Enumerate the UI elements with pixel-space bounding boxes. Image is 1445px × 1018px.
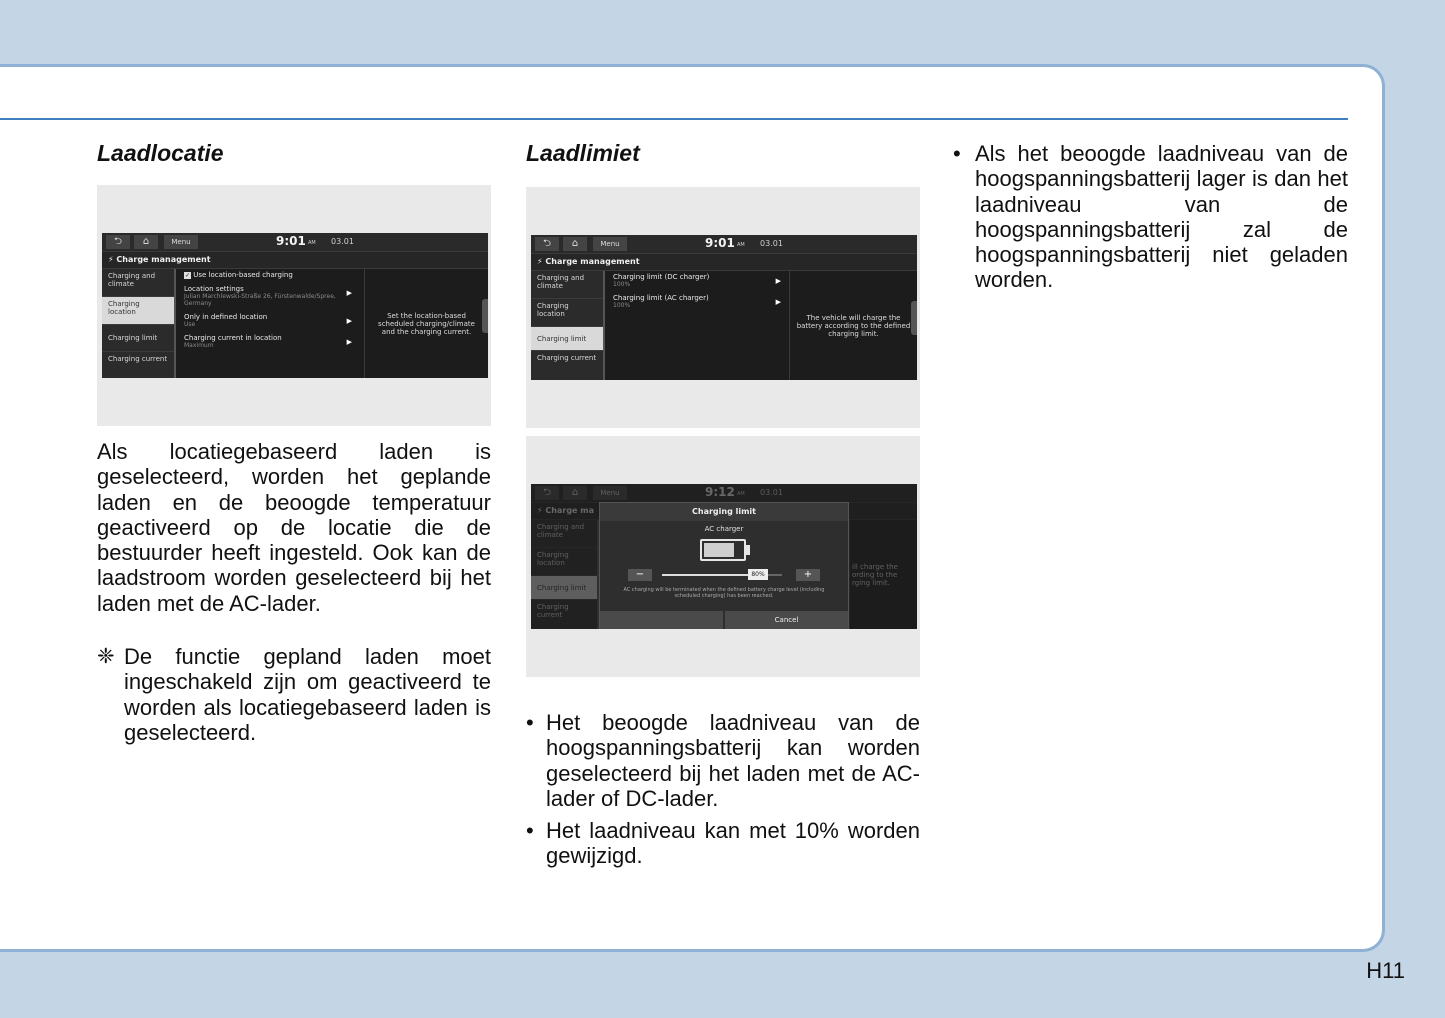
screen-location — [102, 233, 488, 378]
chevron-right-icon: ▶ — [775, 298, 781, 306]
chevron-right-icon: ▶ — [346, 289, 352, 297]
clock-date: 03.01 — [760, 488, 783, 497]
left-menu — [102, 269, 176, 378]
screen-title: ⚡ Charge ma — [531, 503, 917, 520]
battery-tip — [746, 545, 750, 555]
slider-fill — [662, 574, 758, 576]
menu-item-charging-location[interactable]: Charging location — [102, 297, 174, 325]
screen-popup — [531, 484, 917, 629]
menu-item-charging-current[interactable]: Charging current — [108, 355, 168, 363]
screen-title: ⚡ Charge management — [102, 252, 488, 269]
option-sub: Julian Marchlewski-Straße 26, Fürstenwalde/Spree, Germany — [184, 293, 336, 307]
popup-buttons — [600, 611, 848, 629]
screenshot-limit-frame — [526, 187, 920, 428]
option-location-settings[interactable]: Location settings Julian Marchlewski-Straße 26, Fürstenwalde/Spree, Germany ▶ — [184, 285, 352, 307]
options-list — [613, 273, 781, 315]
option-sub: Use — [184, 321, 196, 328]
section-title-laadlocatie: Laadlocatie — [97, 140, 224, 166]
chevron-right-icon: ▶ — [775, 277, 781, 285]
status-bar — [102, 233, 488, 252]
menu-item-charging-climate[interactable]: Charging and climate — [531, 271, 603, 299]
clock-date: 03.01 — [331, 237, 354, 246]
back-icon: ⮌ — [535, 486, 559, 500]
charging-limit-popup — [599, 502, 849, 629]
clock-time: 9:01 — [705, 236, 735, 250]
popup-title: Charging limit — [600, 503, 848, 521]
slider-value[interactable]: 80% — [748, 569, 768, 580]
increase-button[interactable]: + — [796, 569, 820, 581]
home-icon: ⌂ — [563, 486, 587, 500]
menu-item-charging-current[interactable]: Charging current — [537, 354, 597, 362]
bullet-item: • Als het beoogde laadniveau van de hoogspanningsbatterij lager is dan het laadniveau van de hoogspanningsbatterij zal de hoogspanningsbatterij niet geladen worden. — [953, 141, 1348, 293]
top-rule — [0, 118, 1348, 120]
plug-icon: ⚡ — [537, 257, 543, 266]
option-sub: 100% — [613, 281, 631, 288]
bullet-item: • Het beoogde laadniveau van de hoogspanningsbatterij kan worden geselecteerd bij het laden met de AC-lader of DC-lader. — [526, 710, 920, 811]
battery-level — [704, 543, 734, 557]
menu-item-charging-location: Charging location — [531, 548, 597, 576]
side-handle[interactable] — [911, 301, 917, 335]
left-menu — [531, 520, 599, 629]
section-title-laadlimiet: Laadlimiet — [526, 140, 640, 166]
menu-button[interactable]: Menu — [164, 235, 198, 249]
paragraph-laadlocatie: Als locatiegebaseerd laden is geselecteerd, worden het geplande laden en de beoogde temperatuur geactiveerd op de locatie die de bestuurder heeft ingesteld. Ook kan de laadstroom worden geselecteerd bij het laden met de AC-lader. — [97, 439, 491, 616]
menu-item-charging-climate[interactable]: Charging and climate — [102, 269, 174, 297]
bullet-item: • Het laadniveau kan met 10% worden gewijzigd. — [526, 818, 920, 869]
plug-icon: ⚡ — [108, 255, 114, 264]
popup-note: AC charging will be terminated when the defined battery charge level (including scheduled charging) has been reached. — [623, 587, 825, 599]
option-sub: Maximum — [184, 342, 214, 349]
option-limit-ac[interactable]: Charging limit (AC charger) 100% ▶ — [613, 294, 781, 309]
popup-subtitle: AC charger — [704, 525, 744, 533]
menu-item-charging-location[interactable]: Charging location — [531, 299, 603, 327]
option-use-location-charging[interactable]: ✓ Use location-based charging — [184, 271, 293, 279]
plug-icon: ⚡ — [537, 506, 543, 515]
cancel-button[interactable]: Cancel — [725, 611, 848, 629]
decrease-button[interactable]: − — [628, 569, 652, 581]
options-list — [184, 271, 352, 355]
menu-item-charging-limit[interactable]: Charging limit — [531, 327, 603, 351]
home-icon[interactable]: ⌂ — [134, 235, 158, 249]
clock-time: 9:01 — [276, 234, 306, 248]
chevron-right-icon: ▶ — [346, 338, 352, 346]
note-mark-icon: ❈ — [97, 645, 115, 669]
status-bar — [531, 484, 917, 503]
screen-title: ⚡ Charge management — [531, 254, 917, 271]
menu-item-charging-limit[interactable]: Charging limit — [102, 325, 174, 352]
screenshot-popup-frame — [526, 436, 920, 677]
info-panel: The vehicle will charge the battery according to the defined charging limit. — [789, 271, 917, 380]
column-right — [953, 141, 1348, 293]
clock-date: 03.01 — [760, 239, 783, 248]
left-menu — [531, 271, 605, 380]
battery-icon — [700, 539, 746, 561]
menu-item-charging-limit: Charging limit — [531, 576, 597, 600]
column-left — [97, 138, 491, 745]
clock-ampm: AM — [737, 242, 745, 248]
column-middle — [526, 138, 920, 869]
screenshot-location-frame — [97, 185, 491, 426]
option-sub: 100% — [613, 302, 631, 309]
menu-item-charging-climate: Charging and climate — [531, 520, 597, 548]
back-icon[interactable]: ⮌ — [106, 235, 130, 249]
clock-ampm: AM — [308, 240, 316, 246]
option-charging-current-location[interactable]: Charging current in location Maximum ▶ — [184, 334, 352, 349]
screen-limit — [531, 235, 917, 380]
side-handle[interactable] — [482, 299, 488, 333]
clock-time: 9:12 — [705, 485, 735, 499]
option-limit-dc[interactable]: Charging limit (DC charger) 100% ▶ — [613, 273, 781, 288]
checkbox-icon[interactable]: ✓ — [184, 271, 191, 279]
bullet-dot: • — [526, 818, 534, 844]
back-icon[interactable]: ⮌ — [535, 237, 559, 251]
info-panel: ill charge the ording to the rging limit. — [849, 520, 917, 629]
bullet-dot: • — [526, 710, 534, 735]
note-gepland-laden: ❈ De functie gepland laden moet ingeschakeld zijn om geactiveerd te worden als locatiegebaseerd laden is geselecteerd. — [97, 644, 491, 745]
menu-item-charging-current: Charging current — [537, 603, 569, 619]
menu-button: Menu — [593, 486, 627, 500]
bullet-list-middle — [526, 710, 920, 869]
ok-button[interactable] — [600, 611, 723, 629]
option-only-defined-location[interactable]: Only in defined location Use ▶ — [184, 313, 352, 328]
home-icon[interactable]: ⌂ — [563, 237, 587, 251]
bullet-dot: • — [953, 141, 961, 166]
chevron-right-icon: ▶ — [346, 317, 352, 325]
status-bar — [531, 235, 917, 254]
menu-button[interactable]: Menu — [593, 237, 627, 251]
clock-ampm: AM — [737, 491, 745, 497]
page-number: H11 — [1366, 958, 1405, 983]
info-panel: Set the location-based scheduled charging/climate and the charging current. — [364, 269, 488, 378]
